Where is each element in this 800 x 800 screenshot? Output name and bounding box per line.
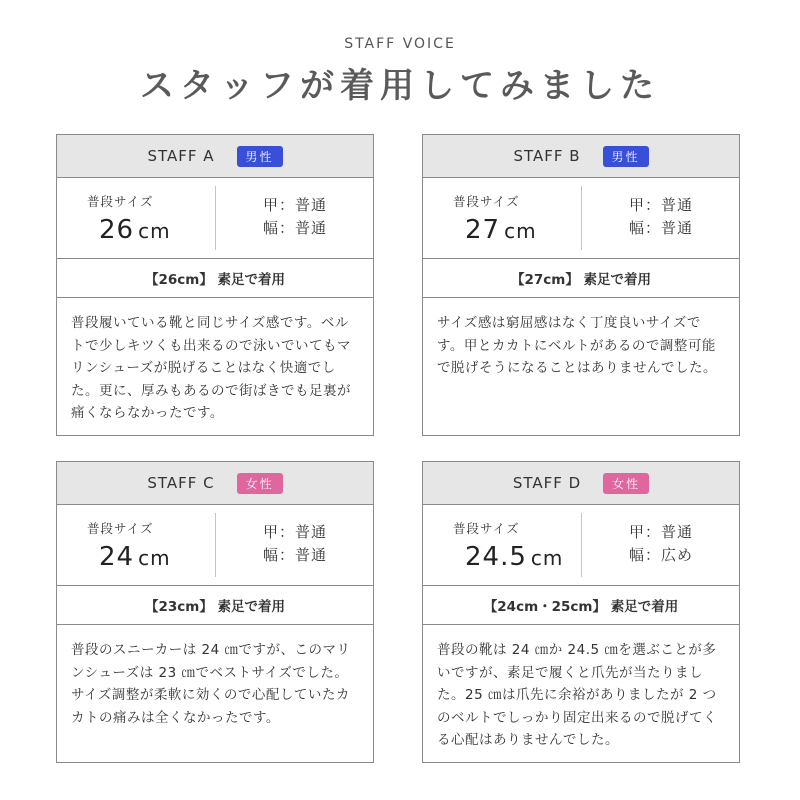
size-unit: cm: [138, 219, 171, 243]
staff-comment: 普段の靴は 24 ㎝か 24.5 ㎝を選ぶことが多いですが、素足で履くと爪先が当たりました。25 ㎝は爪先に余裕がありましたが 2 つのベルトでしっかり固定出来るので脱げてくる心配はありませんでした。: [437, 642, 717, 749]
width-info: 幅：広め: [629, 546, 694, 564]
usual-size: [57, 505, 215, 585]
page-title: スタッフが着用してみました: [140, 66, 660, 106]
divider: [215, 513, 216, 577]
gender-badge: 女性: [237, 473, 283, 494]
worn-size: 【26cm】 素足で着用: [57, 259, 373, 298]
usual-size: [57, 178, 215, 258]
staff-comment: 普段のスニーカーは 24 ㎝ですが、このマリンシューズは 23 ㎝でベストサイズでした。サイズ調整が柔軟に効くので心配していたカカトの痛みは全くなかったです。: [71, 642, 351, 726]
width-info: 幅：普通: [263, 219, 328, 237]
staff-name: STAFF D: [512, 474, 582, 492]
size-value: [99, 215, 171, 245]
staff-card-b: [422, 134, 740, 436]
foot-shape: [629, 194, 693, 240]
size-value: [465, 542, 563, 572]
staff-card-header: [423, 135, 739, 178]
usual-size: [423, 178, 581, 258]
foot-shape: [629, 521, 693, 567]
staff-card-header: [57, 135, 373, 178]
gender-badge: 女性: [603, 473, 649, 494]
instep-info: 甲：普通: [263, 196, 328, 214]
size-row: [57, 178, 373, 259]
size-unit: cm: [530, 546, 564, 570]
size-unit: cm: [138, 546, 171, 570]
gender-badge: 男性: [237, 146, 283, 167]
worn-size: 【27cm】 素足で着用: [423, 259, 739, 298]
size-row: [57, 505, 373, 586]
size-number: 27: [465, 215, 501, 245]
foot-shape: [263, 521, 327, 567]
staff-card-header: [423, 462, 739, 505]
size-label: 普段サイズ: [453, 194, 520, 209]
worn-size: 【23cm】 素足で着用: [57, 586, 373, 625]
staff-name: STAFF A: [147, 147, 215, 165]
staff-name: STAFF C: [147, 474, 215, 492]
width-info: 幅：普通: [629, 219, 694, 237]
size-number: 24.5: [465, 542, 527, 572]
worn-size: 【24cm・25cm】 素足で着用: [423, 586, 739, 625]
gender-badge: 男性: [603, 146, 649, 167]
instep-info: 甲：普通: [629, 196, 694, 214]
size-row: [423, 505, 739, 586]
size-value: [99, 542, 171, 572]
staff-card-a: [56, 134, 374, 436]
instep-info: 甲：普通: [629, 523, 694, 541]
foot-shape: [263, 194, 327, 240]
instep-info: 甲：普通: [263, 523, 328, 541]
size-row: [423, 178, 739, 259]
size-unit: cm: [504, 219, 537, 243]
section-eyebrow: STAFF VOICE: [344, 36, 456, 52]
usual-size: [423, 505, 581, 585]
size-label: 普段サイズ: [453, 521, 520, 536]
size-label: 普段サイズ: [87, 521, 154, 536]
staff-card-d: [422, 461, 740, 763]
width-info: 幅：普通: [263, 546, 328, 564]
staff-comment: 普段履いている靴と同じサイズ感です。ベルトで少しキツくも出来るので泳いでいてもマリンシューズが脱げることはなく快適でした。更に、厚みもあるので街ばきでも足裏が痛くならなかったです。: [71, 315, 351, 422]
staff-card-c: [56, 461, 374, 763]
divider: [581, 186, 582, 250]
size-label: 普段サイズ: [87, 194, 154, 209]
divider: [215, 186, 216, 250]
staff-comment: サイズ感は窮屈感はなく丁度良いサイズです。甲とカカトにベルトがあるので調整可能で脱げそうになることはありませんでした。: [437, 315, 717, 377]
staff-name: STAFF B: [513, 147, 581, 165]
size-value: [465, 215, 537, 245]
size-number: 24: [99, 542, 135, 572]
size-number: 26: [99, 215, 135, 245]
staff-card-header: [57, 462, 373, 505]
divider: [581, 513, 582, 577]
